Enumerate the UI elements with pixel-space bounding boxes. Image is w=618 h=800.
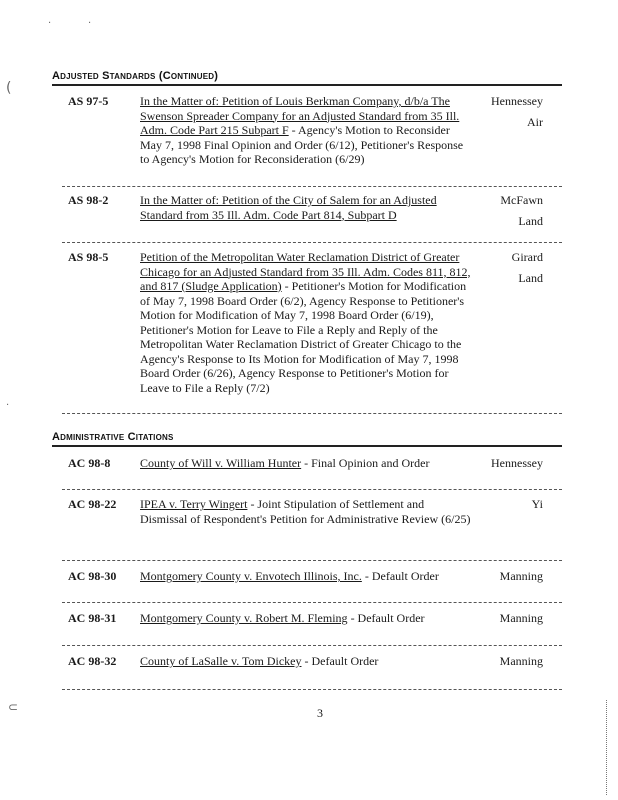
scan-mark: ( — [6, 80, 12, 96]
row-divider — [62, 689, 562, 690]
docket-number: AC 98-8 — [68, 456, 111, 470]
case-title: County of Will v. William Hunter — [140, 456, 302, 470]
scan-mark: · — [48, 18, 52, 29]
scan-edge — [606, 700, 607, 795]
row-divider — [62, 560, 562, 561]
section-heading-adjusted-standards: Adjusted Standards (Continued) — [52, 70, 219, 82]
row-divider — [62, 602, 562, 603]
board-member: Manning — [499, 569, 543, 583]
row-divider — [62, 242, 562, 243]
case-title: In the Matter of: Petition of Louis Berkman Company, d/b/a The Swenson Spreader Company for an Adjusted Standard from 35 Ill. Adm. Code Part 215 Subpart F — [140, 94, 460, 137]
case-title: Montgomery County v. Robert M. Fleming — [140, 611, 348, 625]
case-title: Montgomery County v. Envotech Illinois, Inc. — [140, 569, 362, 583]
scan-mark: · — [88, 18, 92, 29]
case-title: In the Matter of: Petition of the City of Salem for an Adjusted Standard from 35 Ill. Adm. Code Part 814, Subpart D — [140, 193, 437, 222]
docket-number: AC 98-32 — [68, 654, 117, 668]
case-detail: - Default Order — [347, 611, 425, 625]
case-title: Petition of the Metropolitan Water Reclamation District of Greater Chicago for an Adjusted Standard from 35 Ill. Adm. Codes 811, 812, and 817 (Sludge Application) — [140, 250, 471, 293]
row-divider — [62, 645, 562, 646]
docket-number: AS 98-2 — [68, 193, 109, 207]
case-detail: - Joint Stipulation of Settlement and Dismissal of Respondent's Petition for Administrative Review (6/25) — [140, 497, 471, 526]
board-member: Hennessey — [491, 94, 543, 108]
row-divider — [62, 413, 562, 414]
docket-number: AC 98-22 — [68, 497, 117, 511]
row-divider — [62, 186, 562, 187]
section-rule — [52, 84, 562, 86]
page-number: 3 — [317, 706, 323, 720]
case-detail: - Final Opinion and Order — [301, 456, 430, 470]
scan-mark: · — [6, 400, 10, 411]
section-heading-administrative-citations: Administrative Citations — [52, 431, 174, 443]
scan-mark: ⊂ — [8, 700, 19, 714]
board-member: McFawn — [500, 193, 543, 207]
board-member: Manning — [499, 611, 543, 625]
case-detail: - Default Order — [361, 569, 439, 583]
case-category: Land — [518, 270, 543, 285]
case-assignment — [423, 250, 543, 285]
case-assignment — [423, 193, 543, 228]
case-detail: - Petitioner's Motion for Modification of May 7, 1998 Board Order (6/2), Agency Response to Petitioner's Motion for Modification of May 7, 1998 Board Order (6/19), Petitioner's Motion for Leave to File a Reply and Reply of the Metropolitan Water Reclamation District of Greater Chicago to the Agency's Response to Its Motion for Modification of May 7, 1998 Board Order (6/26), Agency Response to Petitioner's Motion for Leave to File a Reply (7/2) — [140, 279, 467, 395]
case-category: Air — [527, 114, 543, 129]
case-title: County of LaSalle v. Tom Dickey — [140, 654, 302, 668]
docket-number: AS 97-5 — [68, 94, 109, 108]
case-assignment — [423, 94, 543, 129]
case-detail: - Agency's Motion to Reconsider May 7, 1998 Final Opinion and Order (6/12), Petitioner's Response to Agency's Motion for Reconsideration (6/29) — [140, 123, 464, 166]
board-member: Girard — [511, 250, 543, 264]
case-detail: - Default Order — [301, 654, 379, 668]
board-member: Yi — [531, 497, 543, 511]
board-member: Manning — [499, 654, 543, 668]
case-title: IPEA v. Terry Wingert — [140, 497, 248, 511]
section-rule — [52, 445, 562, 447]
docket-number: AC 98-31 — [68, 611, 117, 625]
docket-number: AC 98-30 — [68, 569, 117, 583]
row-divider — [62, 489, 562, 490]
board-member: Hennessey — [491, 456, 543, 470]
case-category: Land — [518, 213, 543, 228]
docket-number: AS 98-5 — [68, 250, 109, 264]
